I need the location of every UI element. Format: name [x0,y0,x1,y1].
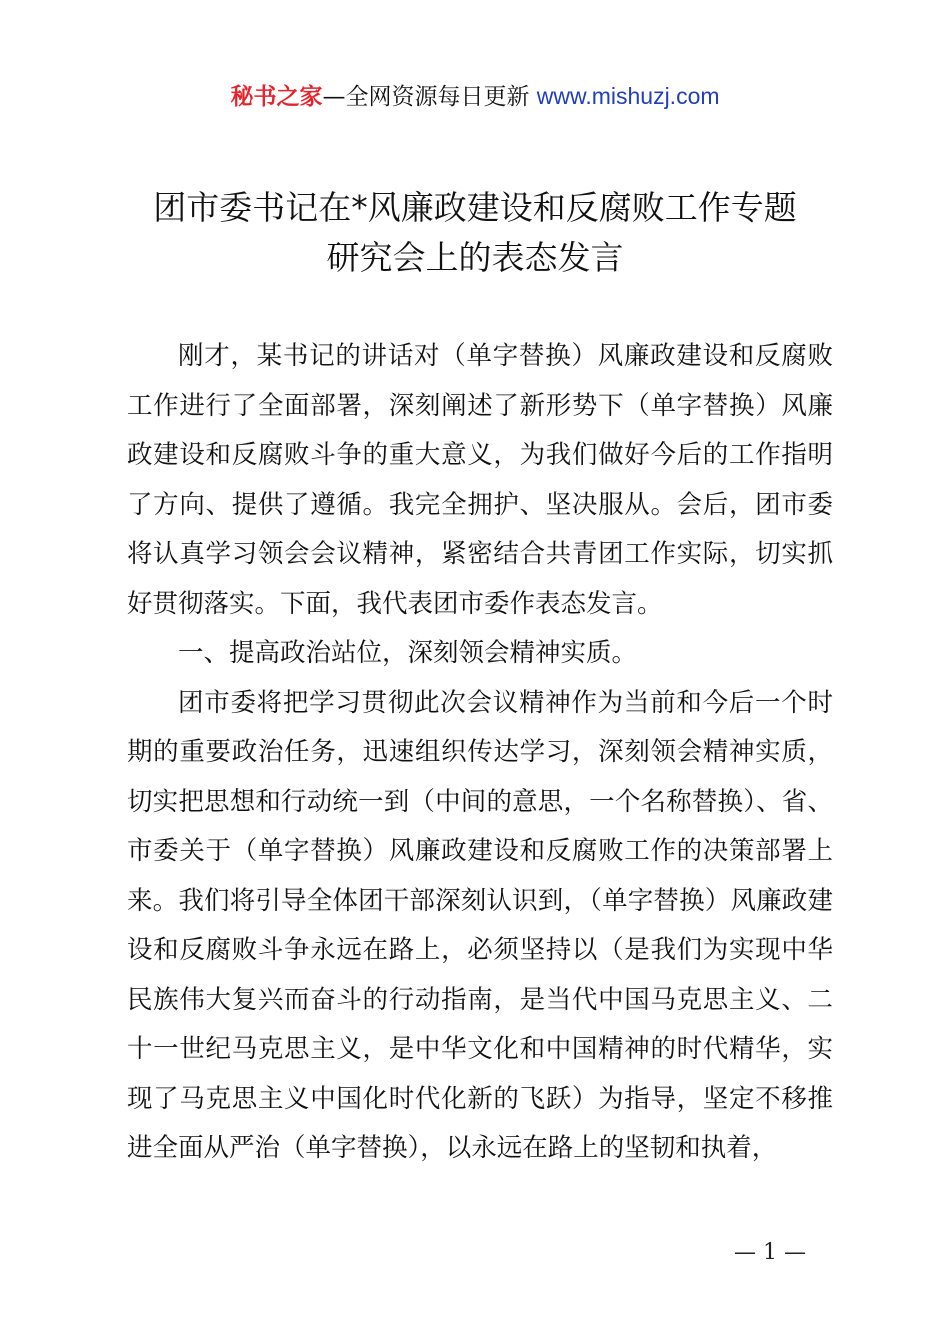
site-url-link[interactable]: www.mishuzj.com [536,83,720,109]
paragraph-intro: 刚才，某书记的讲话对（单字替换）风廉政建设和反腐败工作进行了全面部署，深刻阐述了新形势下（单字替换）风廉政建设和反腐败斗争的重大意义，为我们做好今后的工作指明了方向、提供了遵循。我完全拥护、坚决服从。会后，团市委将认真学习领会会议精神，紧密结合共青团工作实际，切实抓好贯彻落实。下面，我代表团市委作表态发言。 [127,341,833,619]
paragraph-section-1: 团市委将把学习贯彻此次会议精神作为当前和今后一个时期的重要政治任务，迅速组织传达学习，深刻领会精神实质，切实把思想和行动统一到（中间的意思，一个名称替换）、省、市委关于（单字替换）风廉政建设和反腐败工作的决策部署上来。我们将引导全体团干部深刻认识到，（单字替换）风廉政建设和反腐败斗争永远在路上，必须坚持以（是我们为实现中华民族伟大复兴而奋斗的行动指南，是当代中国马克思主义、二十一世纪马克思主义，是中华文化和中国精神的时代精华，实现了马克思主义中国化时代化新的飞跃）为指导，坚定不移推进全面从严治（单字替换），以永远在路上的坚韧和执着， [127,687,833,1163]
section-heading-1: 一、提高政治站位，深刻领会精神实质。 [178,638,638,668]
page-number: — 1 — [734,1240,806,1265]
site-header [0,80,950,113]
title-line-1: 团市委书记在*风廉政建设和反腐败工作专题 [153,188,797,227]
title-line-2: 研究会上的表态发言 [326,238,624,277]
brand-name: 秘书之家 [230,84,323,110]
document-title [100,183,850,283]
header-tagline: —全网资源每日更新 [322,84,537,110]
document-body [127,332,833,1174]
